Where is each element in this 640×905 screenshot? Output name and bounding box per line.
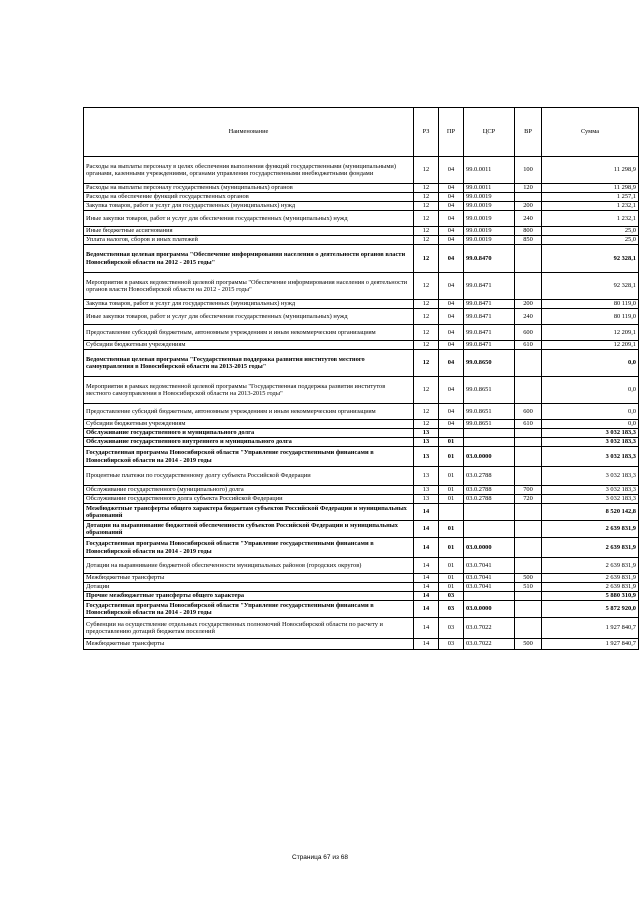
cell-csr: 99.0.0019	[464, 193, 515, 202]
cell-pr: 03	[439, 592, 464, 601]
cell-name: Иные закупки товаров, работ и услуг для обеспечения государственных (муниципальных) нужд	[84, 211, 414, 227]
cell-name: Государственная программа Новосибирской области "Управление государственными финансами в Новосибирской области на 2014 - 2019 годы	[84, 538, 414, 558]
cell-rz: 12	[414, 202, 439, 211]
cell-pr: 01	[439, 447, 464, 467]
cell-csr: 03.0.0000	[464, 538, 515, 558]
cell-csr: 03.0.2788	[464, 486, 515, 495]
table-row	[84, 245, 639, 273]
cell-vr: 240	[515, 211, 542, 227]
cell-csr: 03.0.7022	[464, 618, 515, 639]
table-row	[84, 157, 639, 184]
cell-pr: 03	[439, 639, 464, 650]
cell-name: Расходы на выплаты персоналу в целях обеспечения выполнения функций государственными (муниципальными) органами, казенными учреждениями, органами управления государственными внебюджетными фондами	[84, 157, 414, 184]
cell-vr: 610	[515, 341, 542, 350]
cell-sum: 11 298,9	[542, 184, 639, 193]
cell-csr: 99.0.0019	[464, 227, 515, 236]
cell-sum: 3 032 183,3	[542, 486, 639, 495]
cell-pr: 04	[439, 157, 464, 184]
cell-csr: 99.0.0011	[464, 184, 515, 193]
cell-csr: 03.0.0000	[464, 447, 515, 467]
cell-pr: 04	[439, 377, 464, 404]
cell-vr	[515, 447, 542, 467]
cell-rz: 12	[414, 404, 439, 420]
cell-csr	[464, 521, 515, 538]
cell-name: Обслуживание государственного внутреннего и муниципального долга	[84, 438, 414, 447]
table-row	[84, 601, 639, 618]
cell-name: Закупка товаров, работ и услуг для государственных (муниципальных) нужд	[84, 202, 414, 211]
cell-pr: 03	[439, 601, 464, 618]
cell-vr: 500	[515, 639, 542, 650]
table-row	[84, 202, 639, 211]
cell-vr: 600	[515, 404, 542, 420]
cell-vr: 100	[515, 157, 542, 184]
cell-pr	[439, 429, 464, 438]
cell-rz: 12	[414, 211, 439, 227]
table-row	[84, 377, 639, 404]
cell-name: Субсидии бюджетным учреждениям	[84, 420, 414, 429]
cell-pr: 04	[439, 193, 464, 202]
cell-rz: 12	[414, 245, 439, 273]
cell-csr: 99.0.0019	[464, 236, 515, 245]
cell-name: Предоставление субсидий бюджетным, автономным учреждениям и иным некоммерческим организациям	[84, 325, 414, 341]
cell-rz: 14	[414, 601, 439, 618]
cell-sum: 1 232,1	[542, 202, 639, 211]
cell-pr: 04	[439, 273, 464, 300]
cell-pr: 01	[439, 486, 464, 495]
cell-pr: 04	[439, 341, 464, 350]
cell-rz: 12	[414, 309, 439, 325]
cell-pr: 01	[439, 495, 464, 504]
cell-csr	[464, 429, 515, 438]
cell-vr: 200	[515, 300, 542, 309]
cell-pr: 04	[439, 245, 464, 273]
table-row	[84, 236, 639, 245]
cell-name: Расходы на обеспечение функций государственных органов	[84, 193, 414, 202]
cell-vr	[515, 273, 542, 300]
cell-sum: 8 520 142,8	[542, 504, 639, 521]
cell-rz: 14	[414, 583, 439, 592]
cell-csr	[464, 592, 515, 601]
cell-sum: 1 927 840,7	[542, 639, 639, 650]
cell-vr: 500	[515, 574, 542, 583]
cell-sum: 1 927 840,7	[542, 618, 639, 639]
cell-name: Закупка товаров, работ и услуг для государственных (муниципальных) нужд	[84, 300, 414, 309]
cell-rz: 14	[414, 574, 439, 583]
cell-rz: 12	[414, 227, 439, 236]
table-row	[84, 227, 639, 236]
cell-sum: 0,0	[542, 377, 639, 404]
cell-rz: 14	[414, 639, 439, 650]
cell-pr: 01	[439, 521, 464, 538]
cell-sum: 0,0	[542, 404, 639, 420]
cell-vr	[515, 377, 542, 404]
cell-vr	[515, 245, 542, 273]
cell-vr	[515, 193, 542, 202]
cell-csr: 03.0.7041	[464, 574, 515, 583]
cell-sum: 92 328,1	[542, 273, 639, 300]
cell-vr	[515, 618, 542, 639]
cell-pr: 04	[439, 350, 464, 377]
cell-name: Межбюджетные трансферты общего характера бюджетам субъектов Российской Федерации и муниципальных образований	[84, 504, 414, 521]
table-row	[84, 300, 639, 309]
cell-csr	[464, 504, 515, 521]
cell-name: Обслуживание государственного (муниципального) долга	[84, 486, 414, 495]
cell-name: Мероприятия в рамках ведомственной целевой программы "Обеспечение информирования населения о деятельности органов власти Новосибирской области на 2012 - 2015 годы"	[84, 273, 414, 300]
cell-pr: 04	[439, 404, 464, 420]
cell-pr: 04	[439, 420, 464, 429]
cell-rz: 13	[414, 438, 439, 447]
cell-vr	[515, 429, 542, 438]
table-row	[84, 350, 639, 377]
table-header-row	[84, 108, 639, 157]
cell-pr: 04	[439, 211, 464, 227]
cell-rz: 13	[414, 467, 439, 486]
table-row	[84, 309, 639, 325]
table-row	[84, 558, 639, 574]
cell-vr	[515, 601, 542, 618]
cell-sum: 0,0	[542, 350, 639, 377]
table-row	[84, 592, 639, 601]
budget-table	[83, 107, 639, 650]
cell-rz: 12	[414, 300, 439, 309]
cell-name: Обслуживание государственного и муниципального долга	[84, 429, 414, 438]
table-row	[84, 325, 639, 341]
cell-pr: 01	[439, 558, 464, 574]
cell-pr: 01	[439, 538, 464, 558]
cell-rz: 12	[414, 184, 439, 193]
header-sum: Сумма	[542, 108, 639, 157]
cell-vr: 850	[515, 236, 542, 245]
table-row	[84, 429, 639, 438]
cell-sum: 3 032 183,3	[542, 467, 639, 486]
cell-vr	[515, 521, 542, 538]
cell-sum: 3 032 183,3	[542, 447, 639, 467]
table-row	[84, 486, 639, 495]
table-row	[84, 438, 639, 447]
cell-name: Расходы на выплаты персоналу государственных (муниципальных) органов	[84, 184, 414, 193]
cell-name: Прочие межбюджетные трансферты общего характера	[84, 592, 414, 601]
cell-sum: 80 119,0	[542, 300, 639, 309]
table-row	[84, 504, 639, 521]
cell-rz: 12	[414, 341, 439, 350]
cell-name: Субвенции на осуществление отдельных государственных полномочий Новосибирской области по расчету и предоставлению дотаций бюджетам поселений	[84, 618, 414, 639]
cell-sum: 2 639 831,9	[542, 574, 639, 583]
cell-pr: 01	[439, 583, 464, 592]
cell-pr: 04	[439, 202, 464, 211]
header-rz: РЗ	[414, 108, 439, 157]
header-pr: ПР	[439, 108, 464, 157]
cell-name: Межбюджетные трансферты	[84, 639, 414, 650]
cell-csr: 99.0.8470	[464, 245, 515, 273]
cell-name: Уплата налогов, сборов и иных платежей	[84, 236, 414, 245]
cell-rz: 12	[414, 273, 439, 300]
cell-name: Мероприятия в рамках ведомственной целевой программы "Государственная поддержка развития институтов местного самоуправления в Новосибирской области на 2013-2015 годы"	[84, 377, 414, 404]
cell-name: Дотации	[84, 583, 414, 592]
cell-csr: 99.0.0019	[464, 202, 515, 211]
cell-pr: 01	[439, 467, 464, 486]
table-row	[84, 184, 639, 193]
cell-sum: 25,0	[542, 227, 639, 236]
cell-rz: 13	[414, 486, 439, 495]
cell-vr	[515, 592, 542, 601]
cell-csr	[464, 438, 515, 447]
table-row	[84, 618, 639, 639]
cell-rz: 14	[414, 592, 439, 601]
cell-pr: 04	[439, 300, 464, 309]
cell-pr: 01	[439, 574, 464, 583]
cell-vr	[515, 504, 542, 521]
cell-vr: 240	[515, 309, 542, 325]
header-vr: ВР	[515, 108, 542, 157]
table-row	[84, 193, 639, 202]
table-row	[84, 273, 639, 300]
cell-vr	[515, 538, 542, 558]
header-name: Наименование	[84, 108, 414, 157]
cell-rz: 12	[414, 236, 439, 245]
cell-vr: 700	[515, 486, 542, 495]
cell-name: Иные закупки товаров, работ и услуг для обеспечения государственных (муниципальных) нужд	[84, 309, 414, 325]
cell-rz: 14	[414, 538, 439, 558]
cell-vr: 600	[515, 325, 542, 341]
cell-csr: 03.0.7041	[464, 583, 515, 592]
cell-csr: 03.0.2788	[464, 467, 515, 486]
cell-name: Государственная программа Новосибирской области "Управление государственными финансами в Новосибирской области на 2014 - 2019 годы	[84, 601, 414, 618]
cell-vr: 120	[515, 184, 542, 193]
table-row	[84, 538, 639, 558]
cell-vr: 610	[515, 420, 542, 429]
cell-rz: 12	[414, 157, 439, 184]
cell-pr: 03	[439, 618, 464, 639]
cell-csr: 99.0.8471	[464, 341, 515, 350]
cell-pr	[439, 504, 464, 521]
table-body	[84, 157, 639, 650]
table-row	[84, 404, 639, 420]
cell-rz: 12	[414, 350, 439, 377]
cell-csr: 99.0.0019	[464, 211, 515, 227]
cell-csr: 99.0.8650	[464, 350, 515, 377]
table-row	[84, 574, 639, 583]
cell-sum: 2 639 831,9	[542, 538, 639, 558]
cell-rz: 12	[414, 193, 439, 202]
cell-pr: 04	[439, 236, 464, 245]
cell-sum: 92 328,1	[542, 245, 639, 273]
table-row	[84, 211, 639, 227]
cell-sum: 80 119,0	[542, 309, 639, 325]
cell-name: Процентные платежи по государственному долгу субъекта Российской Федерации	[84, 467, 414, 486]
cell-vr: 720	[515, 495, 542, 504]
cell-sum: 1 232,1	[542, 211, 639, 227]
cell-vr: 510	[515, 583, 542, 592]
cell-csr: 03.0.0000	[464, 601, 515, 618]
cell-rz: 12	[414, 377, 439, 404]
cell-vr	[515, 467, 542, 486]
cell-csr: 99.0.8471	[464, 273, 515, 300]
cell-pr: 04	[439, 227, 464, 236]
cell-sum: 11 298,9	[542, 157, 639, 184]
cell-csr: 99.0.8471	[464, 309, 515, 325]
cell-sum: 3 032 183,3	[542, 429, 639, 438]
table-row	[84, 420, 639, 429]
cell-sum: 2 639 831,9	[542, 521, 639, 538]
cell-sum: 0,0	[542, 420, 639, 429]
cell-name: Ведомственная целевая программа "Государственная поддержка развития институтов местного самоуправления в Новосибирской области на 2013-2015 годы"	[84, 350, 414, 377]
cell-name: Ведомственная целевая программа "Обеспечение информирования населения о деятельности органов власти Новосибирской области на 2012 - 2015 годы"	[84, 245, 414, 273]
cell-name: Обслуживание государственного долга субъекта Российской Федерации	[84, 495, 414, 504]
cell-sum: 5 880 310,9	[542, 592, 639, 601]
cell-csr: 99.0.8651	[464, 420, 515, 429]
cell-sum: 3 032 183,3	[542, 438, 639, 447]
table-row	[84, 447, 639, 467]
cell-sum: 12 209,1	[542, 341, 639, 350]
cell-csr: 99.0.8651	[464, 377, 515, 404]
cell-csr: 03.0.7022	[464, 639, 515, 650]
cell-vr	[515, 558, 542, 574]
cell-sum: 25,0	[542, 236, 639, 245]
cell-csr: 03.0.7041	[464, 558, 515, 574]
cell-rz: 13	[414, 495, 439, 504]
cell-csr: 03.0.2788	[464, 495, 515, 504]
cell-rz: 12	[414, 420, 439, 429]
cell-name: Дотации на выравнивание бюджетной обеспеченности муниципальных районов (городских округов)	[84, 558, 414, 574]
cell-csr: 99.0.8651	[464, 404, 515, 420]
cell-name: Иные бюджетные ассигнования	[84, 227, 414, 236]
cell-pr: 04	[439, 309, 464, 325]
budget-table-container	[83, 107, 636, 650]
cell-rz: 14	[414, 558, 439, 574]
cell-pr: 04	[439, 184, 464, 193]
cell-csr: 99.0.8471	[464, 325, 515, 341]
cell-sum: 2 639 831,9	[542, 583, 639, 592]
page-number: Страница 67 из 68	[292, 854, 348, 861]
table-row	[84, 495, 639, 504]
cell-sum: 2 639 831,9	[542, 558, 639, 574]
cell-vr	[515, 350, 542, 377]
cell-pr: 04	[439, 325, 464, 341]
cell-rz: 14	[414, 618, 439, 639]
cell-sum: 3 032 183,3	[542, 495, 639, 504]
cell-name: Субсидии бюджетным учреждениям	[84, 341, 414, 350]
cell-name: Межбюджетные трансферты	[84, 574, 414, 583]
cell-vr: 200	[515, 202, 542, 211]
header-csr: ЦСР	[464, 108, 515, 157]
cell-name: Дотации на выравнивание бюджетной обеспеченности субъектов Российской Федерации и муниципальных образований	[84, 521, 414, 538]
cell-name: Предоставление субсидий бюджетным, автономным учреждениям и иным некоммерческим организациям	[84, 404, 414, 420]
cell-rz: 13	[414, 447, 439, 467]
cell-vr: 800	[515, 227, 542, 236]
cell-rz: 14	[414, 521, 439, 538]
cell-csr: 99.0.0011	[464, 157, 515, 184]
cell-name: Государственная программа Новосибирской области "Управление государственными финансами в Новосибирской области на 2014 - 2019 годы	[84, 447, 414, 467]
cell-vr	[515, 438, 542, 447]
table-row	[84, 467, 639, 486]
table-row	[84, 521, 639, 538]
cell-rz: 14	[414, 504, 439, 521]
table-row	[84, 583, 639, 592]
cell-sum: 1 257,1	[542, 193, 639, 202]
cell-sum: 12 209,1	[542, 325, 639, 341]
table-row	[84, 639, 639, 650]
cell-sum: 5 872 920,0	[542, 601, 639, 618]
cell-pr: 01	[439, 438, 464, 447]
cell-rz: 12	[414, 325, 439, 341]
table-row	[84, 341, 639, 350]
cell-csr: 99.0.8471	[464, 300, 515, 309]
cell-rz: 13	[414, 429, 439, 438]
